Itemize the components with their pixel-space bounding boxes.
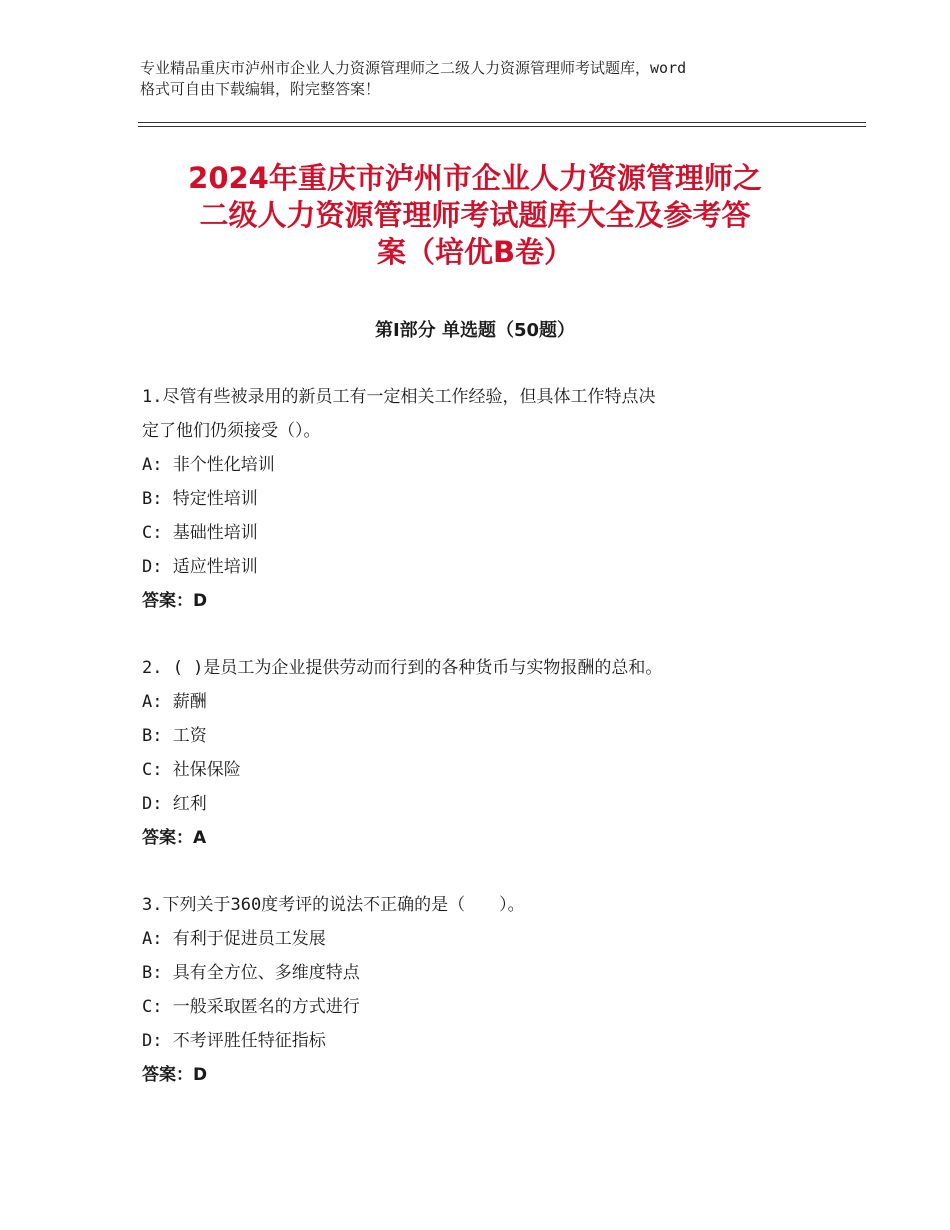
- question-2-option-b: B: 工资: [142, 726, 207, 746]
- question-2-option-d: D: 红利: [142, 794, 207, 814]
- question-2-stem-line1: 2. ( )是员工为企业提供劳动而行到的各种货币与实物报酬的总和。: [142, 658, 663, 678]
- question-3-answer: 答案：D: [142, 1065, 208, 1085]
- question-2-stem: [142, 651, 822, 685]
- question-3: [142, 888, 822, 1092]
- question-1-stem: [142, 380, 822, 448]
- section-title: 第Ⅰ部分 单选题（50题）: [374, 320, 575, 341]
- document-title: [130, 160, 820, 271]
- title-line3: 案（培优B卷）: [376, 235, 574, 269]
- question-3-stem-line1: 3.下列关于360度考评的说法不正确的是（ ）。: [142, 895, 525, 915]
- question-list: [142, 380, 822, 1125]
- question-3-option-c: C: 一般采取匿名的方式进行: [142, 997, 360, 1017]
- question-2-option-a: A: 薪酬: [142, 692, 207, 712]
- question-3-stem: [142, 888, 822, 922]
- question-2-option-c: C: 社保保险: [142, 760, 241, 780]
- header-note: [140, 58, 820, 100]
- question-1-stem-line1: 1.尽管有些被录用的新员工有一定相关工作经验，但具体工作特点决: [142, 387, 656, 407]
- question-2-answer: 答案：A: [142, 828, 207, 848]
- header-rule-top: [138, 122, 866, 123]
- question-1-option-c: C: 基础性培训: [142, 523, 258, 543]
- header-rule-bottom: [138, 126, 866, 127]
- question-3-option-a: A: 有利于促进员工发展: [142, 929, 326, 949]
- question-1-option-a: A: 非个性化培训: [142, 455, 275, 475]
- question-1-option-b: B: 特定性培训: [142, 489, 258, 509]
- question-1-stem-line2: 定了他们仍须接受（）。: [142, 421, 321, 441]
- header-note-line2: 格式可自由下载编辑，附完整答案！: [140, 80, 381, 98]
- question-2: [142, 651, 822, 855]
- question-3-option-b: B: 具有全方位、多维度特点: [142, 963, 360, 983]
- question-3-option-d: D: 不考评胜任特征指标: [142, 1031, 326, 1051]
- title-line1: 2024年重庆市泸州市企业人力资源管理师之: [188, 161, 762, 195]
- title-line2: 二级人力资源管理师考试题库大全及参考答: [199, 198, 751, 232]
- question-1: [142, 380, 822, 618]
- header-note-line1: 专业精品重庆市泸州市企业人力资源管理师之二级人力资源管理师考试题库，word: [140, 59, 687, 77]
- question-1-answer: 答案：D: [142, 591, 208, 611]
- question-1-option-d: D: 适应性培训: [142, 557, 258, 577]
